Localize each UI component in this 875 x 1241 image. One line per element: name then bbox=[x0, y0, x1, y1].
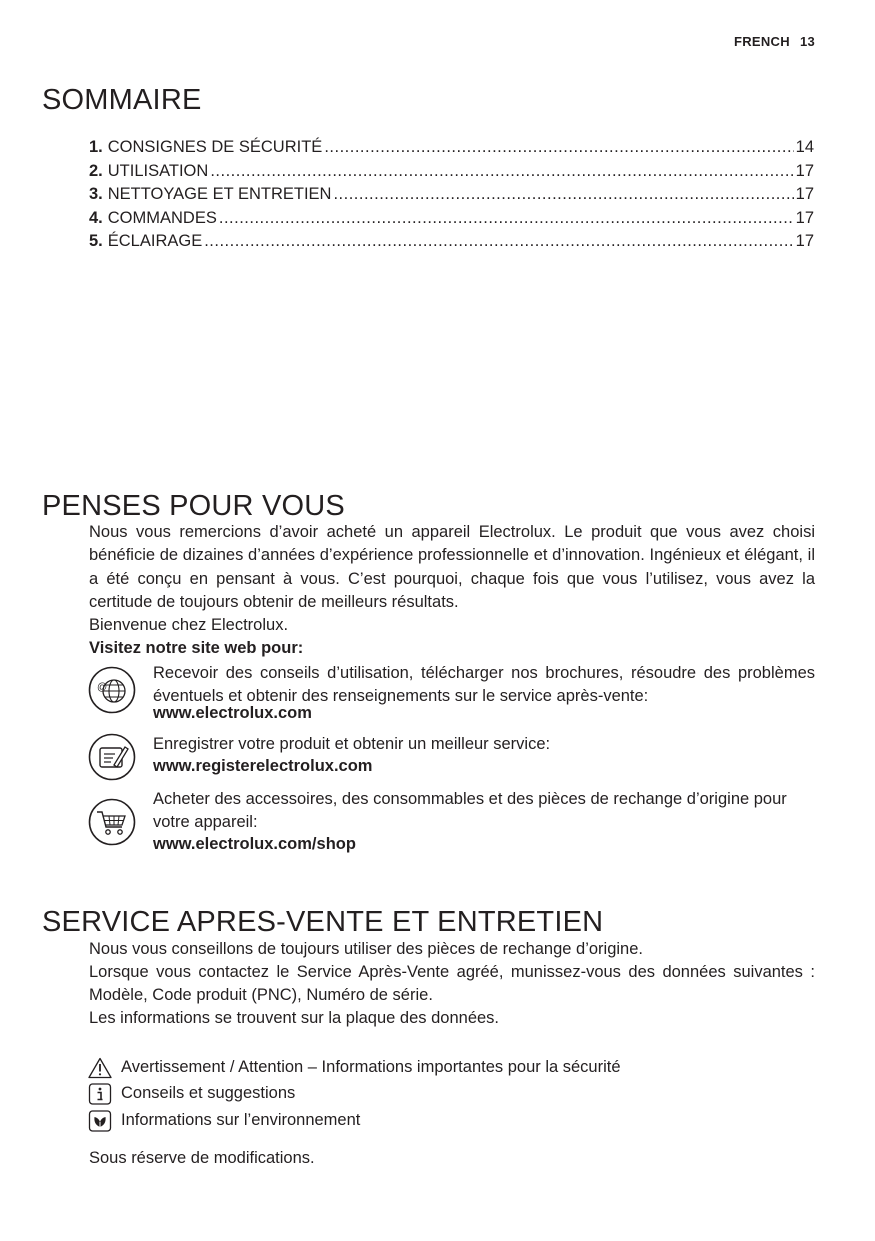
legend-text: Conseils et suggestions bbox=[121, 1084, 296, 1102]
toc-entry[interactable] bbox=[89, 185, 814, 209]
web-item-text: Enregistrer votre produit et obtenir un meilleur service: bbox=[153, 735, 551, 753]
toc-entry-page: 17 bbox=[795, 185, 814, 203]
environment-leaf-icon bbox=[88, 1110, 112, 1132]
thinking-of-you-title: PENSES POUR VOUS bbox=[42, 490, 345, 522]
toc-entry[interactable] bbox=[89, 162, 814, 186]
toc-entry-number: 5. bbox=[89, 232, 103, 250]
toc-entry[interactable] bbox=[89, 209, 814, 233]
toc-entry-number: 2. bbox=[89, 161, 103, 180]
info-icon bbox=[88, 1083, 112, 1105]
toc-title: SOMMAIRE bbox=[42, 84, 202, 116]
toc-entry[interactable] bbox=[89, 232, 814, 256]
svg-text:@: @ bbox=[97, 682, 108, 693]
table-of-contents bbox=[89, 138, 814, 256]
toc-entry-number: 4. bbox=[89, 208, 103, 227]
toc-leader-dots bbox=[219, 209, 794, 228]
language-label: FRENCH bbox=[733, 34, 790, 49]
toc-entry-page: 14 bbox=[795, 138, 814, 156]
shopping-cart-icon bbox=[88, 798, 136, 846]
toc-entry-number: 3. bbox=[89, 185, 103, 203]
service-line-3: Les informations se trouvent sur la plaque des données. bbox=[89, 1009, 500, 1027]
toc-leader-dots bbox=[333, 185, 793, 204]
web-item-text: Acheter des accessoires, des consommables et des pièces de rechange d’origine pour votre appareil: bbox=[153, 790, 787, 831]
toc-entry-number: 1. bbox=[89, 138, 103, 156]
footer-note: Sous réserve de modifications. bbox=[89, 1149, 315, 1167]
service-line-2: Lorsque vous contactez le Service Après-Vente agréé, munissez-vous des données suivantes : Modèle, Code produit (PNC), Numéro de série. bbox=[89, 963, 815, 1005]
legend-text: Avertissement / Attention – Informations importantes pour la sécurité bbox=[121, 1058, 621, 1076]
globe-at-icon bbox=[88, 666, 136, 714]
toc-entry-label: ÉCLAIRAGE bbox=[107, 232, 203, 250]
toc-leader-dots bbox=[204, 232, 793, 251]
toc-entry-label: CONSIGNES DE SÉCURITÉ bbox=[107, 138, 323, 156]
warning-triangle-icon bbox=[88, 1057, 112, 1079]
shop-link[interactable]: www.electrolux.com/shop bbox=[153, 835, 356, 853]
toc-leader-dots bbox=[210, 162, 793, 181]
toc-entry-label: UTILISATION bbox=[107, 161, 209, 180]
register-pen-icon bbox=[88, 733, 136, 781]
web-item-text: Recevoir des conseils d’utilisation, télécharger nos brochures, résoudre des problèmes éventuels et obtenir des renseignements sur le service après-vente: bbox=[153, 664, 815, 705]
service-line-1: Nous vous conseillons de toujours utiliser des pièces de rechange d’origine. bbox=[89, 940, 643, 958]
toc-entry-page: 17 bbox=[795, 161, 814, 180]
toc-entry-page: 17 bbox=[795, 208, 814, 227]
toc-leader-dots bbox=[324, 138, 793, 157]
toc-entry-label: COMMANDES bbox=[107, 208, 217, 227]
service-title: SERVICE APRES-VENTE ET ENTRETIEN bbox=[42, 906, 604, 938]
page-header bbox=[734, 34, 815, 49]
welcome-text: Bienvenue chez Electrolux. bbox=[89, 616, 289, 634]
legend-text: Informations sur l’environnement bbox=[121, 1111, 361, 1129]
toc-entry-label: NETTOYAGE ET ENTRETIEN bbox=[107, 185, 332, 203]
visit-website-label: Visitez notre site web pour: bbox=[89, 639, 304, 657]
toc-entry[interactable] bbox=[89, 138, 814, 162]
toc-entry-page: 17 bbox=[795, 232, 814, 250]
electrolux-link[interactable]: www.electrolux.com bbox=[153, 704, 312, 722]
register-link[interactable]: www.registerelectrolux.com bbox=[153, 757, 373, 775]
page-number: 13 bbox=[799, 34, 815, 49]
thinking-of-you-paragraph: Nous vous remercions d’avoir acheté un appareil Electrolux. Le produit que vous avez choisi bénéficie de dizaines d’années d’expérience professionnelle et d’innovation. Ingénieux et élégant, il a été conçu en pensant à vous. C’est pourquoi, chaque fois que vous l’utilisez, vous avez la certitude de toujours obtenir de meilleurs résultats. bbox=[89, 523, 815, 611]
